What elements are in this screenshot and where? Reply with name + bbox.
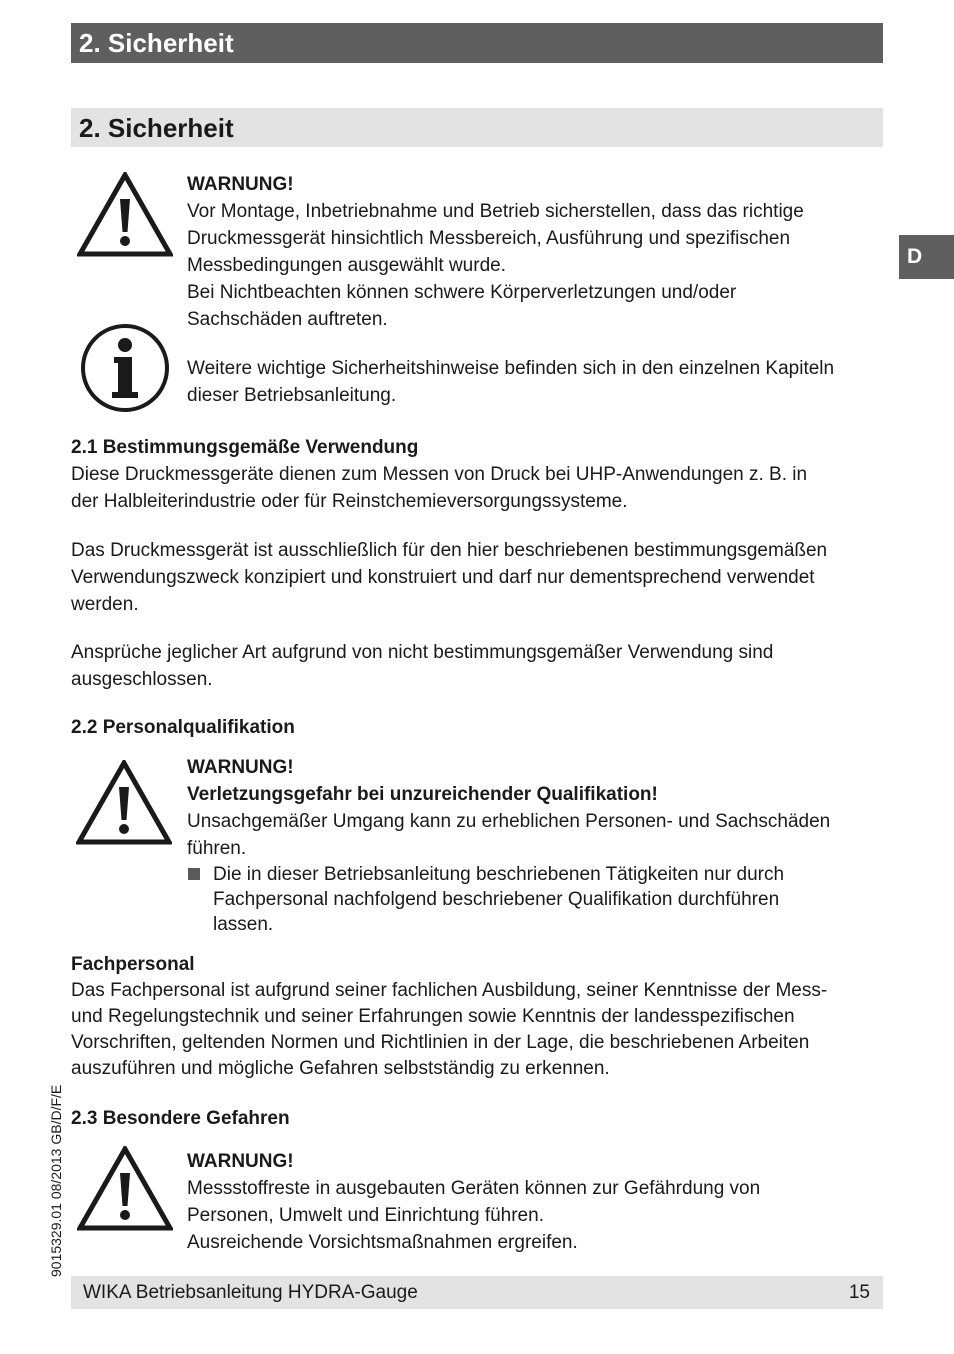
warning-text-line: Sachschäden auftreten.	[187, 309, 388, 330]
paragraph	[71, 639, 883, 693]
paragraph-line: Diese Druckmessgeräte dienen zum Messen von Druck bei UHP-Anwendungen z. B. in	[71, 464, 808, 485]
chapter-title: 2. Sicherheit	[79, 28, 234, 58]
footer-title: WIKA Betriebsanleitung HYDRA-Gauge	[83, 1282, 418, 1303]
paragraph-line: der Halbleiterindustrie oder für Reinstchemieversorgungssysteme.	[71, 491, 628, 512]
language-tab	[899, 235, 954, 279]
paragraph-line: Vorschriften, geltenden Normen und Richtlinien in der Lage, die beschriebenen Arbeiten	[71, 1032, 810, 1053]
warning-block-1	[187, 171, 887, 333]
section-header-bar	[71, 108, 883, 147]
paragraph-line: Ansprüche jeglicher Art aufgrund von nicht bestimmungsgemäßer Verwendung sind	[71, 642, 774, 663]
section-2-1-heading: 2.1 Bestimmungsgemäße Verwendung	[71, 437, 419, 458]
fachpersonal-heading: Fachpersonal	[71, 954, 195, 975]
section-2-3-heading: 2.3 Besondere Gefahren	[71, 1108, 290, 1129]
warning-block-2	[187, 754, 887, 937]
warning-text-line: Ausreichende Vorsichtsmaßnahmen ergreifen.	[187, 1232, 578, 1253]
paragraph-line: Verwendungszweck konzipiert und konstruiert und darf nur dementsprechend verwendet	[71, 567, 815, 588]
warning-subtitle: Verletzungsgefahr bei unzureichender Qualifikation!	[187, 784, 658, 805]
section-2-1	[71, 434, 883, 515]
warning-label: WARNUNG!	[187, 174, 294, 195]
language-tab-label: D	[907, 245, 923, 268]
bullet-text-line: lassen.	[213, 914, 274, 935]
info-icon	[80, 323, 170, 413]
bullet-text-line: Fachpersonal nachfolgend beschriebener Qualifikation durchführen	[213, 889, 780, 910]
warning-triangle-icon	[77, 1146, 173, 1232]
warning-text-line: Personen, Umwelt und Einrichtung führen.	[187, 1205, 544, 1226]
bullet-item	[187, 862, 887, 937]
warning-text-line: Bei Nichtbeachten können schwere Körperverletzungen und/oder	[187, 282, 737, 303]
paragraph-line: Das Fachpersonal ist aufgrund seiner fachlichen Ausbildung, seiner Kenntnisse der Mess-	[71, 980, 828, 1001]
warning-label: WARNUNG!	[187, 757, 294, 778]
document-code: 9015329.01 08/2013 GB/D/F/E	[48, 1084, 64, 1277]
warning-label: WARNUNG!	[187, 1151, 294, 1172]
paragraph-line: ausgeschlossen.	[71, 669, 213, 690]
square-bullet-icon	[188, 868, 200, 880]
bullet-text-line: Die in dieser Betriebsanleitung beschriebenen Tätigkeiten nur durch	[213, 864, 785, 885]
page-number: 15	[848, 1282, 870, 1303]
paragraph-line: auszuführen und mögliche Gefahren selbstständig zu erkennen.	[71, 1058, 610, 1079]
chapter-header-bar	[71, 23, 883, 63]
footer-bar	[71, 1276, 883, 1309]
warning-triangle-icon	[77, 172, 173, 258]
warning-text-line: Messstoffreste in ausgebauten Geräten können zur Gefährdung von	[187, 1178, 761, 1199]
warning-block-3	[187, 1148, 887, 1256]
info-text-line: Weitere wichtige Sicherheitshinweise befinden sich in den einzelnen Kapiteln	[187, 358, 835, 379]
paragraph-line: Das Druckmessgerät ist ausschließlich für den hier beschriebenen bestimmungsgemäßen	[71, 540, 828, 561]
warning-text-line: Unsachgemäßer Umgang kann zu erheblichen Personen- und Sachschäden	[187, 811, 831, 832]
warning-text-line: Vor Montage, Inbetriebnahme und Betrieb sicherstellen, dass das richtige	[187, 201, 804, 222]
paragraph-line: und Regelungstechnik und seiner Erfahrungen sowie Kenntnis der landesspezifischen	[71, 1006, 795, 1027]
warning-text-line: führen.	[187, 838, 247, 859]
section-title: 2. Sicherheit	[79, 113, 234, 143]
fachpersonal-block	[71, 952, 883, 1082]
paragraph-line: werden.	[71, 594, 139, 615]
section-2-3-heading-wrap	[71, 1105, 883, 1132]
warning-text-line: Messbedingungen ausgewählt wurde.	[187, 255, 506, 276]
section-2-2-heading-wrap	[71, 714, 883, 741]
warning-triangle-icon	[76, 760, 172, 846]
paragraph	[71, 537, 883, 618]
section-2-2-heading: 2.2 Personalqualifikation	[71, 717, 295, 738]
warning-text-line: Druckmessgerät hinsichtlich Messbereich, Ausführung und spezifischen	[187, 228, 791, 249]
info-text-line: dieser Betriebsanleitung.	[187, 385, 397, 406]
info-block	[187, 355, 887, 409]
